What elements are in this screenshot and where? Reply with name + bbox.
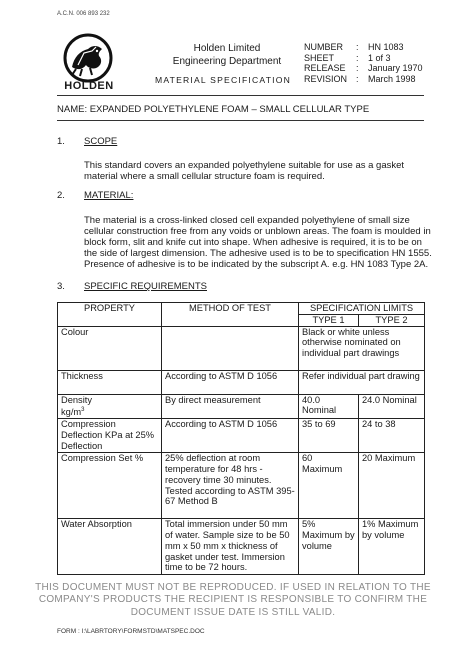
cell-type2: 20 Maximum	[359, 453, 425, 519]
unit-base: kg/m	[61, 407, 82, 418]
holden-wordmark: HOLDEN	[64, 80, 114, 92]
header-spec-limits: SPECIFICATION LIMITS	[299, 303, 425, 315]
acn-number: A.C.N. 006 893 232	[57, 11, 110, 17]
cell-type1: 40.0 Nominal	[299, 394, 359, 419]
header-method: METHOD OF TEST	[162, 303, 299, 327]
cell-method: 25% deflection at room temperature for 48 hrs - recovery time 30 minutes. Tested according to ASTM 395-67 Method B	[162, 453, 299, 519]
cell-limits: Refer individual part drawing	[299, 370, 425, 394]
name-divider	[57, 120, 424, 121]
table-row	[58, 370, 425, 394]
meta-colon: :	[356, 42, 359, 52]
table-header-row	[58, 303, 425, 315]
specification-table	[57, 302, 425, 575]
meta-release-row	[304, 63, 423, 74]
meta-value: HN 1083	[368, 42, 404, 52]
section-title-material: MATERIAL:	[84, 190, 134, 201]
meta-sheet-row	[304, 53, 423, 64]
company-block	[172, 42, 282, 68]
meta-label: SHEET	[304, 52, 335, 63]
scope-text: This standard covers an expanded polyethylene suitable for use as a gasket material where a small cellular structure foam is required.	[84, 160, 405, 182]
cell-method: By direct measurement	[162, 394, 299, 419]
company-name: Holden Limited	[193, 43, 261, 54]
cell-property: Colour	[58, 326, 162, 370]
cell-type2: 24.0 Nominal	[359, 394, 425, 419]
header-property: PROPERTY	[58, 303, 162, 327]
table-row	[58, 453, 425, 519]
table-row	[58, 394, 425, 419]
meta-colon: :	[356, 63, 359, 73]
cell-property	[58, 394, 162, 419]
document-name: NAME: EXPANDED POLYETHYLENE FOAM – SMALL CELLULAR TYPE	[57, 104, 370, 115]
meta-label: REVISION	[304, 73, 348, 84]
meta-value: January 1970	[368, 63, 423, 73]
cell-method: According to ASTM D 1056	[162, 419, 299, 453]
cell-property: Thickness	[58, 370, 162, 394]
holden-lion-logo	[58, 33, 118, 83]
table-row	[58, 326, 425, 370]
meta-revision-row	[304, 74, 423, 85]
header-type1: TYPE 1	[299, 314, 359, 326]
meta-value: March 1998	[368, 73, 416, 84]
cell-type2: 1% Maximum by volume	[359, 519, 425, 575]
cell-limits: Black or white unless otherwise nominated on individual part drawings	[299, 326, 425, 370]
section-title-scope: SCOPE	[84, 136, 118, 147]
table-row	[58, 519, 425, 575]
cell-type1: 35 to 69	[299, 419, 359, 453]
header-divider	[57, 95, 424, 96]
meta-number-row	[304, 42, 423, 53]
cell-type2: 24 to 38	[359, 419, 425, 453]
property-name: Density	[61, 394, 93, 405]
document-meta	[304, 42, 423, 84]
property-unit	[61, 405, 158, 418]
meta-label: RELEASE	[304, 63, 346, 73]
table-row	[58, 419, 425, 453]
cell-type1: 5% Maximum by volume	[299, 519, 359, 575]
cell-method: According to ASTM D 1056	[162, 370, 299, 394]
cell-method	[162, 326, 299, 370]
meta-colon: :	[356, 73, 359, 84]
section-number: 3.	[57, 281, 65, 292]
reproduction-notice: THIS DOCUMENT MUST NOT BE REPRODUCED. IF USED IN RELATION TO THE COMPANY'S PRODUCTS THE RECIPIENT IS RESPONSIBLE TO CONFIRM THE DOCUMENT ISSUE DATE IS STILL VALID.	[35, 582, 431, 618]
material-text: The material is a cross-linked closed cell expanded polyethylene of small size cellular construction free from any voids or unblown areas. The foam is moulded in block form, slit and knife cut into shape. When adhesive is required, it is to be on the side of largest dimension. The adhesive used is to be to specification HN 1555. Presence of adhesive is to be indicated by the subscript A. e.g. HN 1083 Type 2A.	[84, 215, 432, 270]
section-number: 1.	[57, 136, 65, 147]
cell-property: Compression Deflection KPa at 25% Deflection	[58, 419, 162, 453]
document-type: MATERIAL SPECIFICATION	[154, 75, 292, 85]
cell-property: Compression Set %	[58, 453, 162, 519]
meta-label: NUMBER	[304, 42, 344, 52]
section-number: 2.	[57, 190, 65, 201]
meta-value: 1 of 3	[368, 52, 391, 63]
unit-exponent: 3	[81, 407, 85, 414]
cell-type1: 60 Maximum	[299, 453, 359, 519]
cell-method: Total immersion under 50 mm of water. Sample size to be 50 mm x 50 mm x thickness of gasket under test. Immersion time to be 72 hours.	[162, 519, 299, 575]
department-name: Engineering Department	[172, 56, 282, 67]
section-title-requirements: SPECIFIC REQUIREMENTS	[84, 281, 207, 292]
form-path: FORM : I:\LABRTORY\FORMSTD\MATSPEC.DOC	[57, 628, 205, 635]
header-type2: TYPE 2	[359, 314, 425, 326]
cell-property: Water Absorption	[58, 519, 162, 575]
meta-colon: :	[356, 52, 359, 63]
